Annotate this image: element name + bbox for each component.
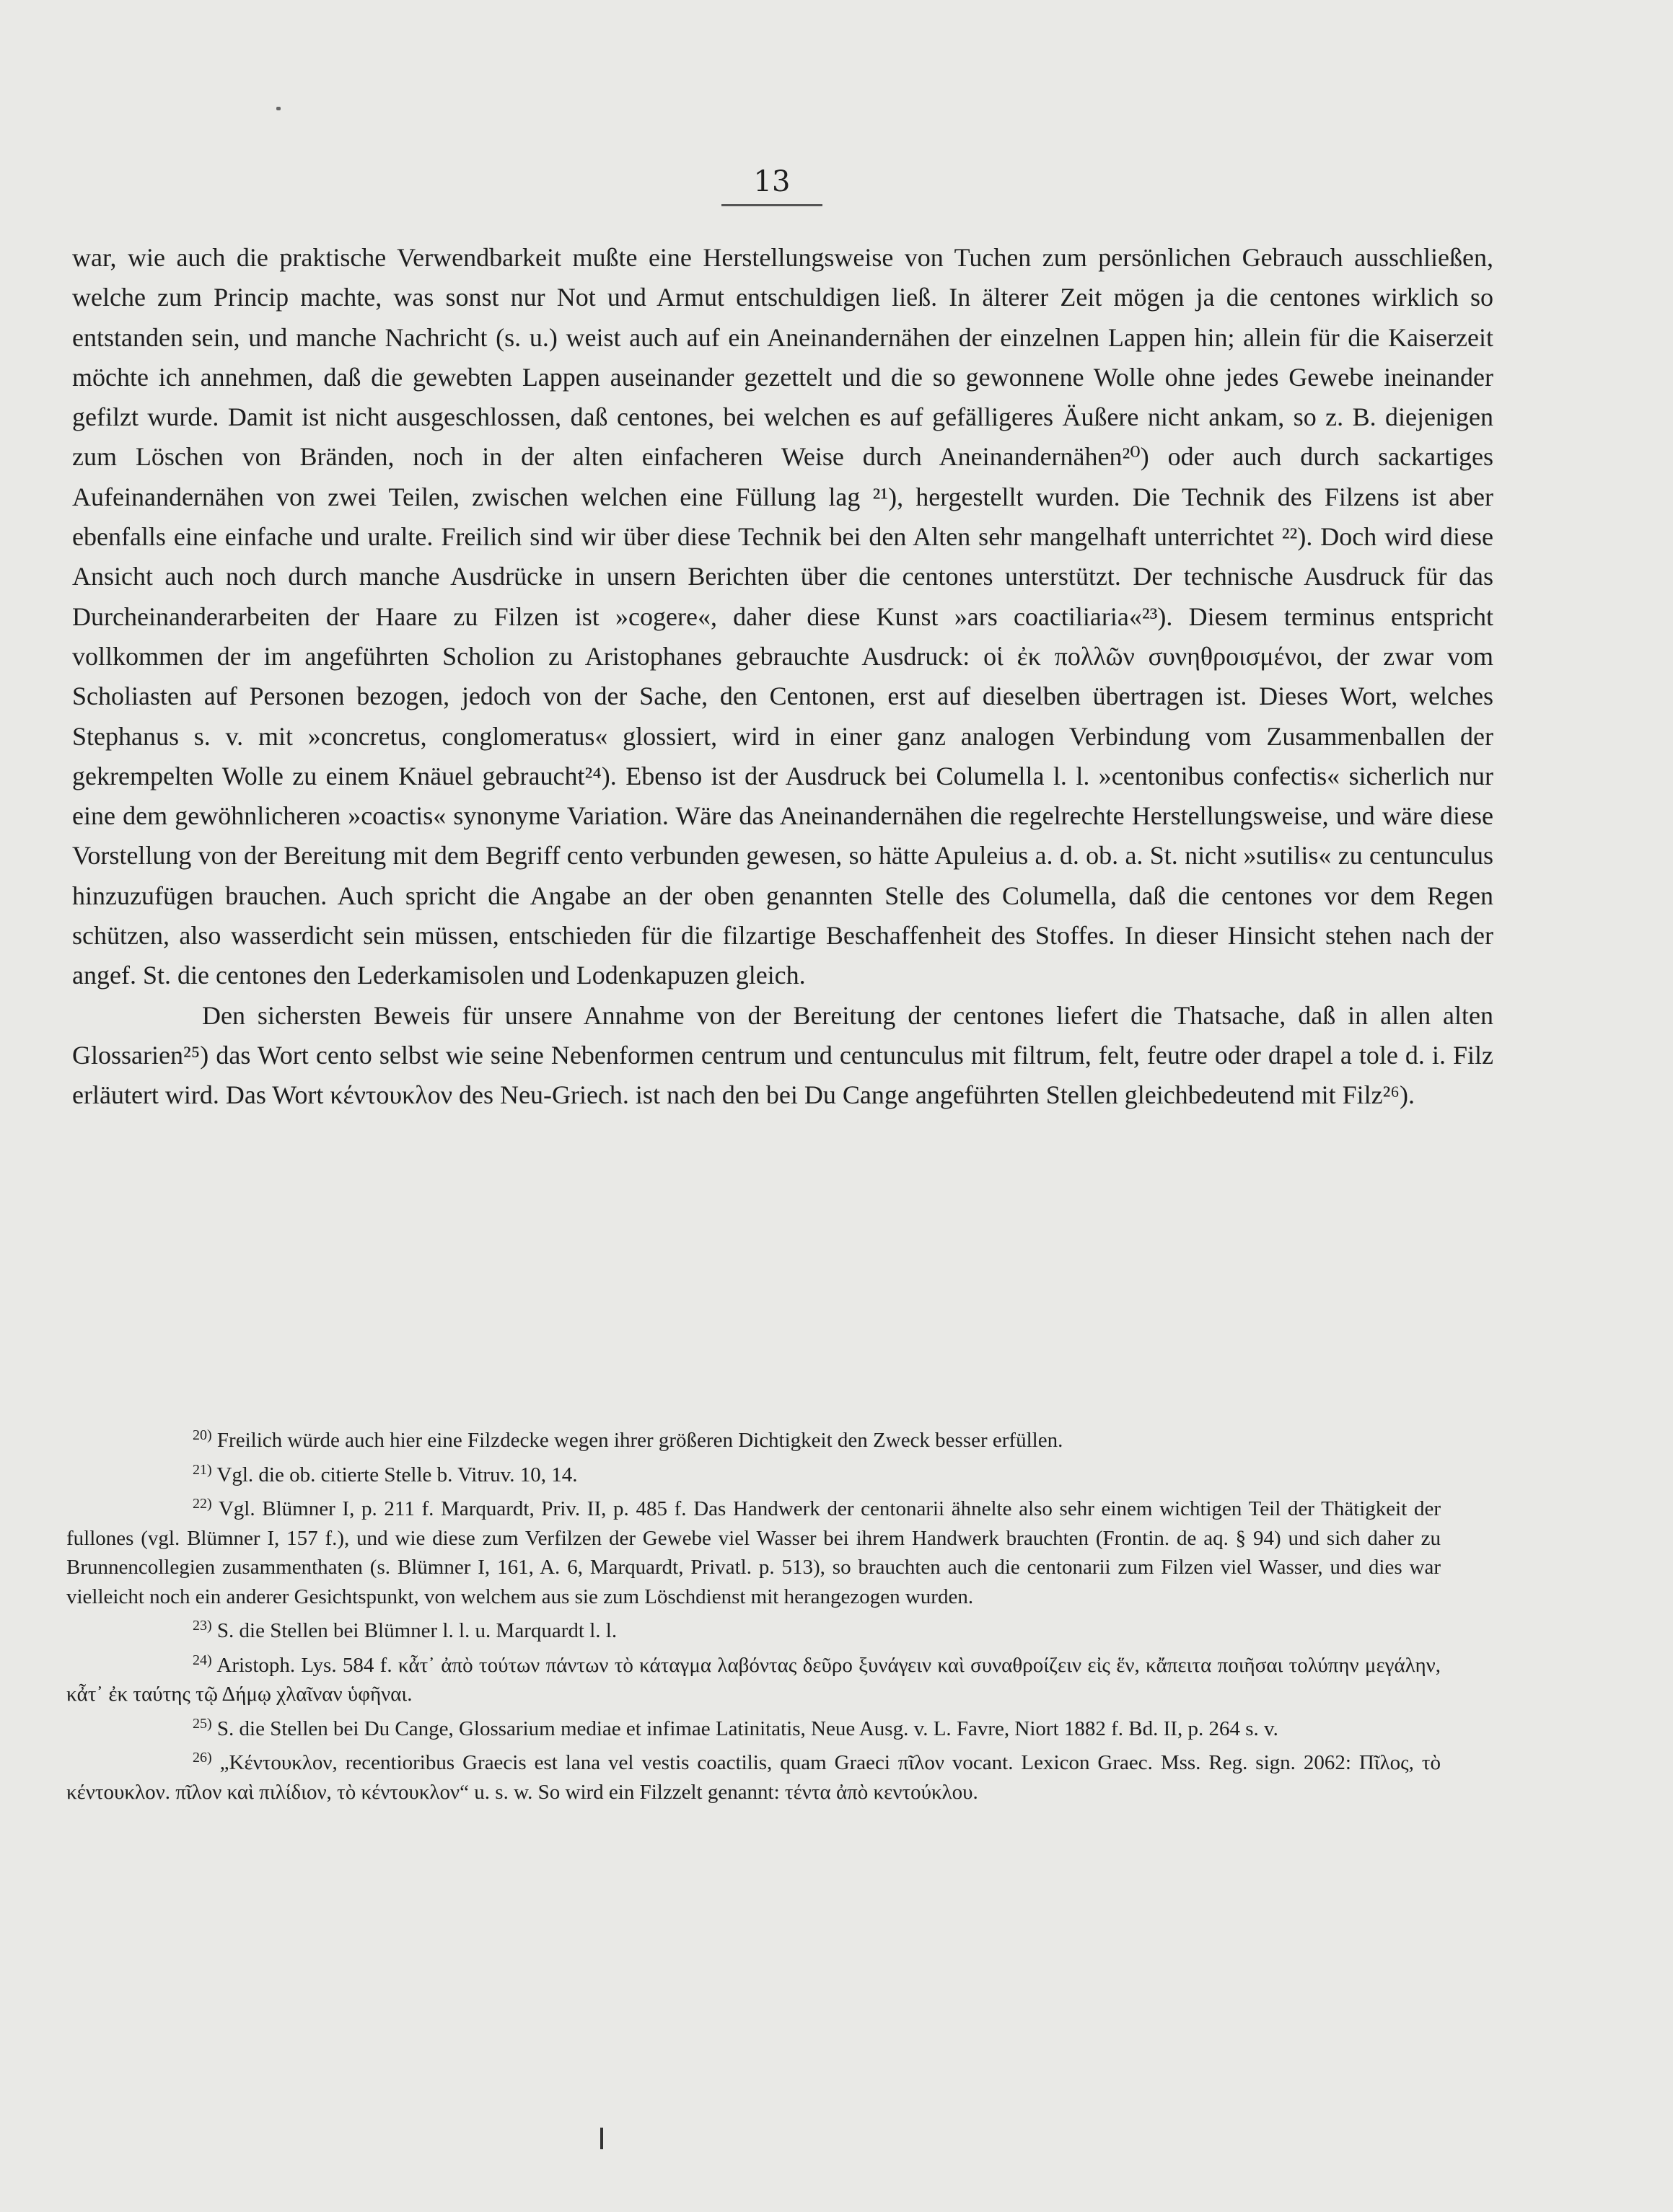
- footnote-20: [66, 1421, 1441, 1455]
- footnote-number: 26): [193, 1750, 212, 1766]
- footnote-25: [66, 1709, 1441, 1744]
- footnote-text: Aristoph. Lys. 584 f. κἆτ᾽ ἀπὸ τούτων πάντων τὸ κάταγμα λαβόντας δεῦρο ξυνάγειν καὶ συναθροίζειν εἰς ἕν, κἄπειτα ποιῆσαι τολύπην μεγάλην, κἆτ᾽ ἐκ ταύτης τῷ Δήμῳ χλαῖναν ὑφῆναι.: [66, 1653, 1441, 1706]
- footnote-number: 24): [193, 1652, 212, 1668]
- footnote-22: [66, 1489, 1441, 1611]
- main-text: [72, 238, 1493, 1116]
- footnote-text: S. die Stellen bei Du Cange, Glossarium mediae et infimae Latinitatis, Neue Ausg. v. L. Favre, Niort 1882 f. Bd. II, p. 264 s. v.: [216, 1717, 1278, 1740]
- footnote-24: [66, 1646, 1441, 1709]
- footnote-text: Vgl. die ob. citierte Stelle b. Vitruv. 10, 14.: [216, 1463, 578, 1486]
- page-number: 13: [753, 165, 791, 198]
- footnote-text: S. die Stellen bei Blümner l. l. u. Marquardt l. l.: [216, 1619, 618, 1642]
- footnote-number: 25): [193, 1715, 212, 1732]
- footnote-23: [66, 1611, 1441, 1646]
- footnote-text: Freilich würde auch hier eine Filzdecke wegen ihrer größeren Dichtigkeit den Zweck besser erfüllen.: [216, 1429, 1063, 1452]
- footnote-26: [66, 1743, 1441, 1807]
- footnote-number: 23): [193, 1618, 212, 1634]
- paragraph-1: war, wie auch die praktische Verwendbarkeit mußte eine Herstellungsweise von Tuchen zum persönlichen Gebrauch ausschließen, welche zum Princip machte, was sonst nur Not und Armut entschuldigen ließ. In älterer Zeit mögen ja die centones wirklich so entstanden sein, und manche Nachricht (s. u.) weist auch auf ein Aneinandernähen der einzelnen Lappen hin; allein für die Kaiserzeit möchte ich annehmen, daß die gewebten Lappen auseinander gezettelt und die so gewonnene Wolle ohne jedes Gewebe ineinander gefilzt wurde. Damit ist nicht ausgeschlossen, daß centones, bei welchen es auf gefälligeres Äußere nicht ankam, so z. B. diejenigen zum Löschen von Bränden, noch in der alten einfacheren Weise durch Aneinandernähen²⁰) oder auch durch sackartiges Aufeinandernähen von zwei Teilen, zwischen welchen eine Füllung lag ²¹), hergestellt wurden. Die Technik des Filzens ist aber ebenfalls eine einfache und uralte. Freilich sind wir über diese Technik bei den Alten sehr mangelhaft unterrichtet ²²). Doch wird diese Ansicht auch noch durch manche Ausdrücke in unsern Berichten über die centones unterstützt. Der technische Ausdruck für das Durcheinanderarbeiten der Haare zu Filzen ist »cogere«, daher diese Kunst »ars coactiliaria«²³). Diesem terminus entspricht vollkommen der im angeführten Scholion zu Aristophanes gebrauchte Ausdruck: οἱ ἐκ πολλῶν συνηθροισμένοι, der zwar vom Scholiasten auf Personen bezogen, jedoch von der Sache, den Centonen, erst auf dieselben übertragen ist. Dieses Wort, welches Stephanus s. v. mit »concretus, conglomeratus« glossiert, wird in einer ganz analogen Verbindung vom Zusammenballen der gekrempelten Wolle zu einem Knäuel gebraucht²⁴). Ebenso ist der Ausdruck bei Columella l. l. »centonibus confectis« sicherlich nur eine dem gewöhnlicheren »coactis« synonyme Variation. Wäre das Aneinandernähen die regelrechte Herstellungsweise, und wäre diese Vorstellung von der Bereitung mit dem Begriff cento verbunden gewesen, so hätte Apuleius a. d. ob. a. St. nicht »sutilis« zu centunculus hinzuzufügen brauchen. Auch spricht die Angabe an der oben genannten Stelle des Columella, daß die centones vor dem Regen schützen, also wasserdicht sein müssen, entschieden für die filzartige Beschaffenheit des Stoffes. In dieser Hinsicht stehen nach der angef. St. die centones den Lederkamisolen und Lodenkapuzen gleich.: [72, 243, 1493, 990]
- paragraph-2: Den sichersten Beweis für unsere Annahme von der Bereitung der centones liefert die Thatsache, daß in allen alten Glossarien²⁵) das Wort cento selbst wie seine Nebenformen centrum und centunculus mit filtrum, felt, feutre oder drapel a tole d. i. Filz erläutert wird. Das Wort κέντουκλον des Neu-Griech. ist nach den bei Du Cange angeführten Stellen gleichbedeutend mit Filz²⁶).: [72, 1000, 1493, 1110]
- page-number-ornament: [721, 204, 822, 206]
- footnotes: [66, 1421, 1441, 1807]
- footnote-text: „Κέντουκλον, recentioribus Graecis est lana vel vestis coactilis, quam Graeci πῖλον vocant. Lexicon Graec. Mss. Reg. sign. 2062: Πῖλος, τὸ κέντουκλον. πῖλον καὶ πιλίδιον, τὸ κέντουκλον“ u. s. w. So wird ein Filzzelt genannt: τέντα ἀπὸ κεντούκλου.: [66, 1751, 1441, 1804]
- scan-speck: [276, 107, 281, 110]
- footnote-number: 20): [193, 1427, 212, 1443]
- footnote-number: 21): [193, 1461, 212, 1478]
- pencil-mark: [600, 2128, 603, 2149]
- footnote-number: 22): [193, 1496, 212, 1512]
- footnote-21: [66, 1455, 1441, 1490]
- footnote-text: Vgl. Blümner I, p. 211 f. Marquardt, Priv. II, p. 485 f. Das Handwerk der centonarii ähnelte also sehr einem wichtigen Teil der Thätigkeit der fullones (vgl. Blümner I, 157 f.), und wie diese zum Verfilzen der Gewebe viel Wasser bei ihrem Handwerk brauchten (Frontin. de aq. § 94) und sich daher zu Brunnencollegien zusammenthaten (s. Blümner I, 161, A. 6, Marquardt, Privatl. p. 513), so brauchten auch die centonarii zum Filzen viel Wasser, und dies war vielleicht noch ein anderer Gesichtspunkt, von welchem aus sie zum Löschdienst mit herangezogen wurden.: [66, 1497, 1441, 1608]
